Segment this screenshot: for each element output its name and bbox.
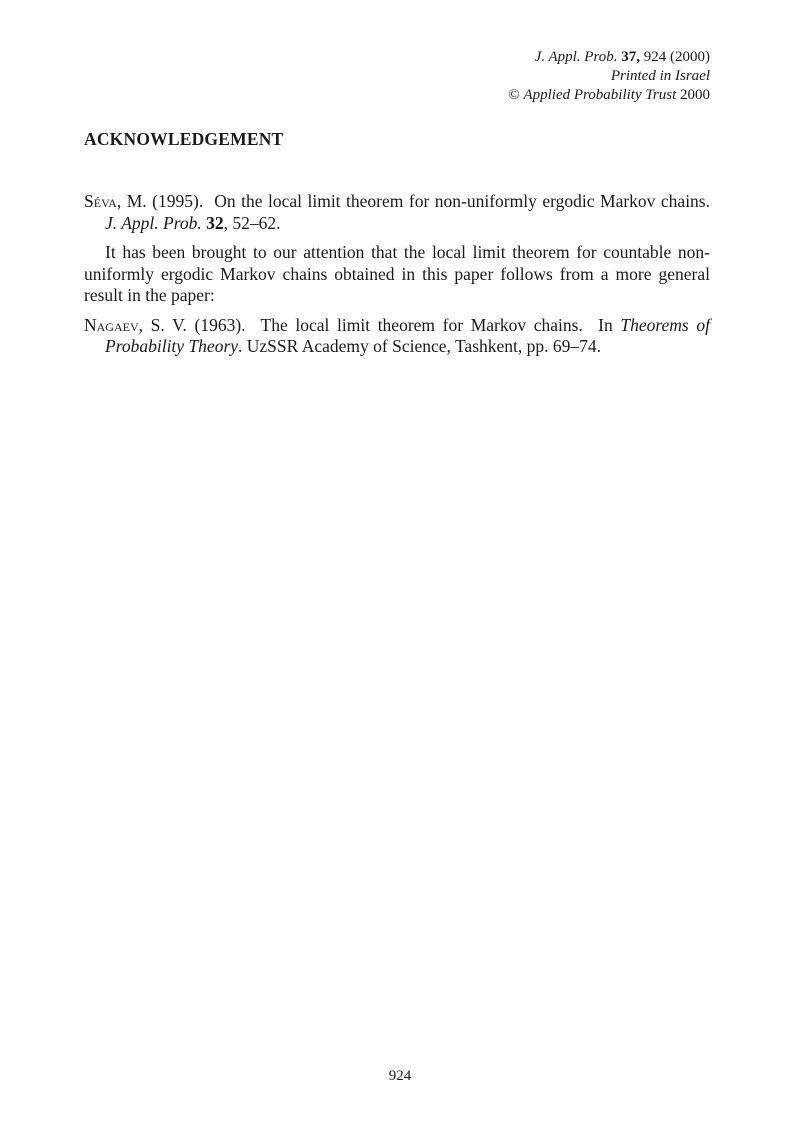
document-body bbox=[84, 191, 710, 366]
reference-nagaev: Nagaev, S. V. (1963). The local limit theorem for Markov chains. In Theorems of Probability Theory. UzSSR Academy of Science, Tashkent, pp. 69–74. bbox=[84, 314, 710, 356]
journal-name: J. Appl. Prob. bbox=[534, 49, 618, 65]
ref-book: Theorems of Probability Theory bbox=[105, 314, 710, 356]
ref-journal: J. Appl. Prob. bbox=[105, 212, 202, 233]
journal-header bbox=[508, 48, 710, 105]
printed-in: Printed in Israel bbox=[610, 68, 710, 84]
acknowledgement-paragraph: It has been brought to our attention that the local limit theorem for countable non-uniformly ergodic Markov chains obtained in this paper follows from a more general result in the paper: bbox=[84, 242, 710, 305]
copyright-symbol: © bbox=[508, 87, 520, 103]
citation-line bbox=[508, 48, 710, 67]
trust-year: 2000 bbox=[680, 87, 710, 103]
volume: 37, bbox=[621, 49, 640, 65]
ref-author: Séva bbox=[84, 191, 117, 211]
trust-name: Applied Probability Trust bbox=[523, 87, 677, 103]
reference-seva: Séva, M. (1995). On the local limit theorem for non-uniformly ergodic Markov chains. J. Appl. Prob. 32, 52–62. bbox=[84, 191, 710, 233]
ref-title: The local limit theorem for Markov chains. bbox=[260, 314, 583, 335]
ref-author: Nagaev bbox=[84, 314, 139, 335]
section-title: ACKNOWLEDGEMENT bbox=[84, 129, 284, 149]
page-year: 924 (2000) bbox=[643, 49, 710, 65]
ref-pages: , 52–62. bbox=[223, 212, 281, 233]
copyright-line bbox=[508, 86, 710, 105]
ref-title: On the local limit theorem for non-uniformly ergodic Markov chains. bbox=[214, 191, 710, 211]
page-number: 924 bbox=[388, 1068, 412, 1084]
ref-publisher: . UzSSR Academy of Science, Tashkent, pp. 69–74. bbox=[238, 336, 602, 356]
ref-volume: 32 bbox=[206, 212, 224, 233]
